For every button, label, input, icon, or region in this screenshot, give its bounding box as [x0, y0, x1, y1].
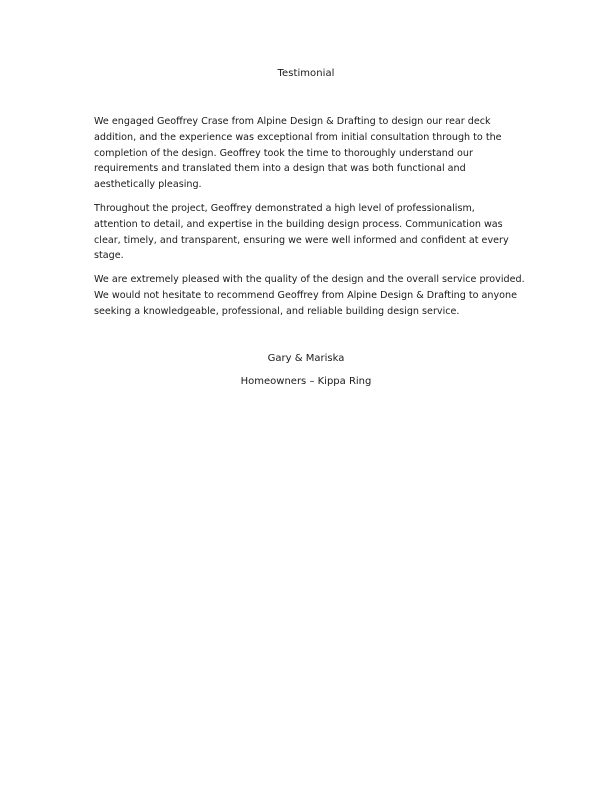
paragraph-line: We engaged Geoffrey Crase from Alpine Design & Drafting to design our rear deck [94, 116, 491, 127]
paragraph-line: aesthetically pleasing. [94, 179, 202, 191]
paragraph-line: stage. [94, 250, 124, 262]
paragraph-line: Throughout the project, Geoffrey demonstrated a high level of professionalism, [94, 202, 475, 214]
paragraph-line: seeking a knowledgeable, professional, and reliable building design service. [94, 305, 460, 317]
paragraph-line: attention to detail, and expertise in the building design process. Communication was [94, 218, 503, 230]
paragraph-line: We are extremely pleased with the quality of the design and the overall service provided. [94, 274, 525, 286]
signature-role: Homeowners – Kippa Ring [240, 376, 372, 387]
document-title: Testimonial [277, 68, 335, 79]
paragraph-line: clear, timely, and transparent, ensuring we were well informed and confident at every [94, 234, 509, 246]
paragraph-line: requirements and translated them into a design that was both functional and [94, 163, 466, 175]
signature-name: Gary & Mariska [267, 353, 345, 364]
paragraph-1 [94, 114, 526, 193]
paragraph-line: completion of the design. Geoffrey took the time to thoroughly understand our [94, 147, 473, 159]
paragraph-2 [94, 201, 526, 264]
paragraph-line: addition, and the experience was exceptional from initial consultation through to the [94, 131, 502, 143]
paragraph-line: We would not hesitate to recommend Geoffrey from Alpine Design & Drafting to anyone [94, 289, 518, 301]
testimonial-body [94, 114, 526, 328]
paragraph-3 [94, 272, 526, 319]
